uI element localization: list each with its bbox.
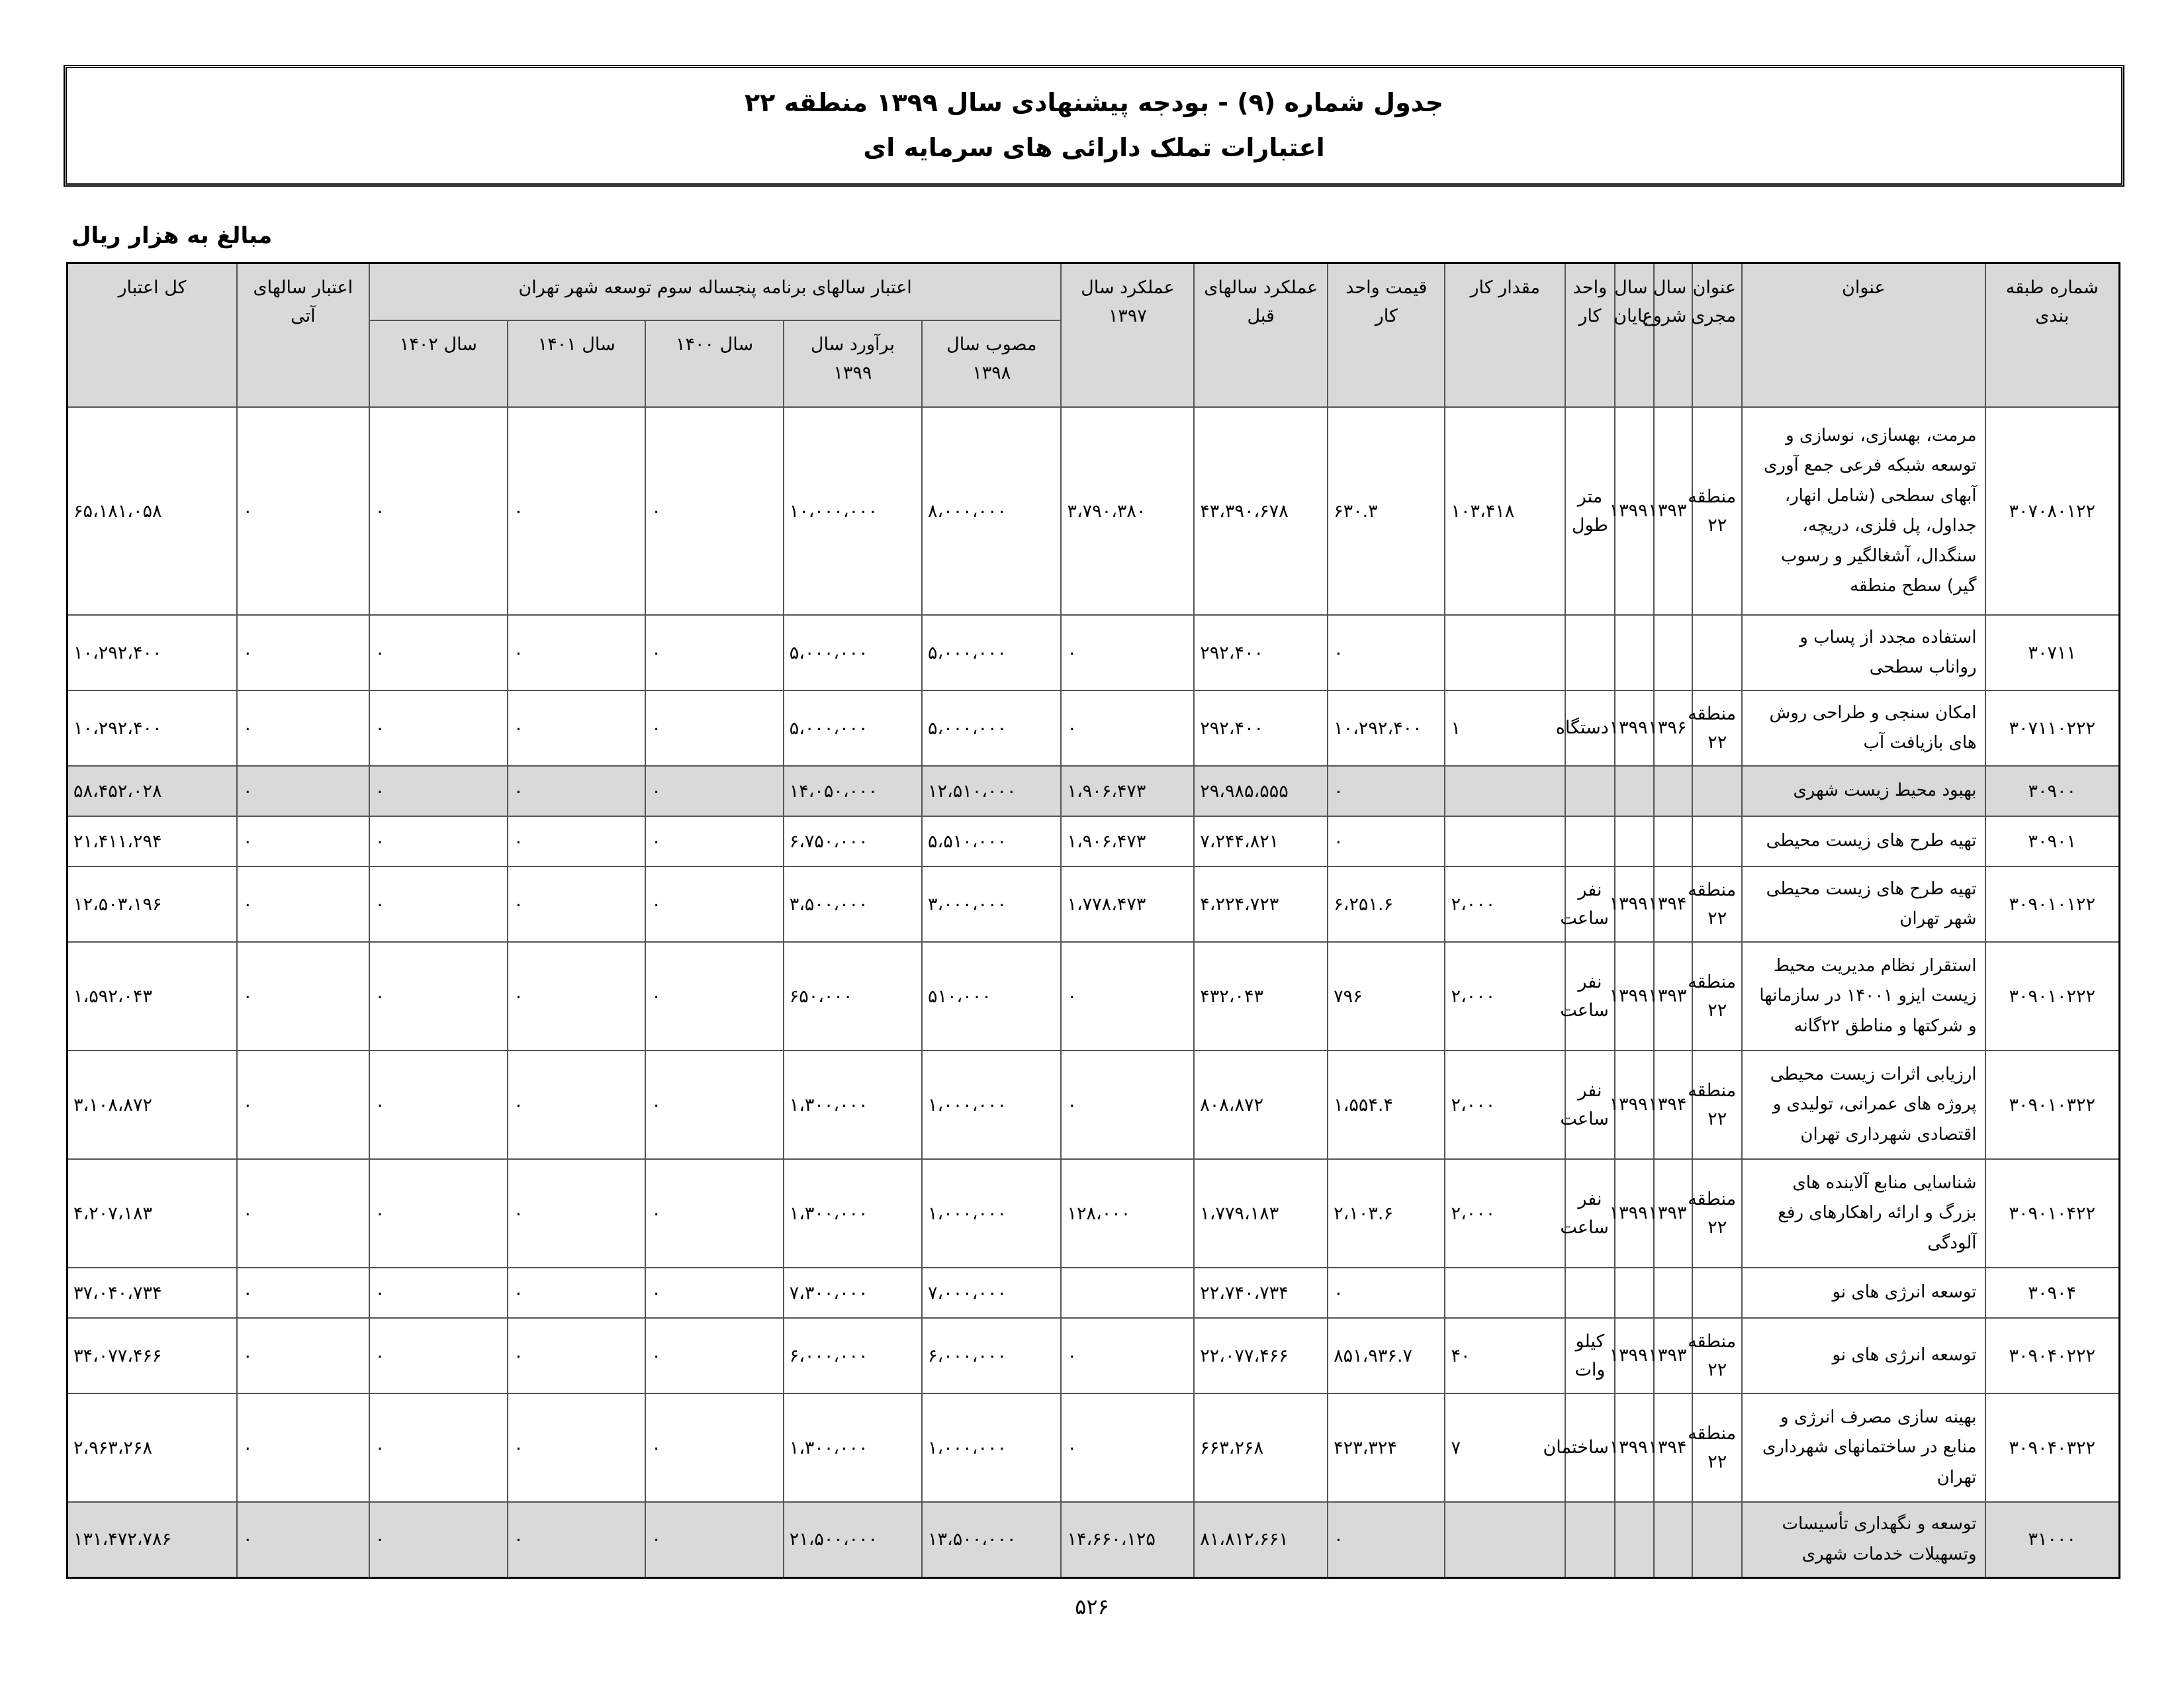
cell-code: ۳۰۹۰۱۰۲۲۲ [1985, 942, 2120, 1051]
col-header-1401: سال ۱۴۰۱ [508, 320, 645, 407]
cell-unit-price: ۰ [1328, 816, 1445, 867]
cell-start-year [1654, 816, 1693, 867]
cell-executor: منطقه ۲۲ [1692, 1318, 1742, 1393]
cell-unit: نفر ساعت [1565, 942, 1615, 1051]
table-row [68, 407, 2120, 615]
cell-title: تهیه طرح های زیست محیطی شهر تهران [1742, 867, 1985, 942]
cell-1400: ۰ [645, 407, 783, 615]
cell-1401: ۰ [508, 1318, 645, 1393]
cell-1401: ۰ [508, 867, 645, 942]
table-row [68, 1159, 2120, 1268]
cell-quantity: ۴۰ [1445, 1318, 1565, 1393]
cell-title: بهینه سازی مصرف انرژی و منابع در ساختمانهای شهرداری تهران [1742, 1393, 1985, 1502]
cell-approved-1398: ۳،۰۰۰،۰۰۰ [922, 867, 1061, 942]
cell-future: ۰ [237, 816, 369, 867]
cell-total: ۳۷،۰۴۰،۷۳۴ [68, 1268, 237, 1318]
cell-prev-performance: ۲۲،۰۷۷،۴۶۶ [1194, 1318, 1328, 1393]
budget-table [66, 262, 2120, 1579]
cell-quantity: ۱ [1445, 690, 1565, 766]
col-header-end-year: سال پایان [1615, 263, 1654, 408]
cell-quantity: ۲،۰۰۰ [1445, 867, 1565, 942]
cell-total: ۱۲،۵۰۳،۱۹۶ [68, 867, 237, 942]
page-number: ۵۲۶ [1075, 1594, 1109, 1619]
cell-1400: ۰ [645, 816, 783, 867]
cell-unit: متر طول [1565, 407, 1615, 615]
table-row [68, 1318, 2120, 1393]
cell-unit [1565, 1502, 1615, 1577]
cell-approved-1398: ۷،۰۰۰،۰۰۰ [922, 1268, 1061, 1318]
cell-end-year: ۱۳۹۹ [1615, 942, 1654, 1051]
cell-prev-performance: ۱،۷۷۹،۱۸۳ [1194, 1159, 1328, 1268]
cell-1400: ۰ [645, 690, 783, 766]
cell-title: بهبود محیط زیست شهری [1742, 766, 1985, 816]
cell-quantity [1445, 1268, 1565, 1318]
cell-approved-1398: ۱،۰۰۰،۰۰۰ [922, 1393, 1061, 1502]
cell-performance-1397 [1061, 1268, 1194, 1318]
unit-note: مبالغ به هزار ریال [71, 222, 273, 249]
cell-1401: ۰ [508, 1268, 645, 1318]
cell-prev-performance: ۲۹۲،۴۰۰ [1194, 690, 1328, 766]
cell-future: ۰ [237, 1393, 369, 1502]
cell-end-year: ۱۳۹۹ [1615, 407, 1654, 615]
col-header-unit: واحد کار [1565, 263, 1615, 408]
col-header-estimate-1399: برآورد سال ۱۳۹۹ [784, 320, 922, 407]
cell-unit-price: ۴۲۳،۳۲۴ [1328, 1393, 1445, 1502]
cell-executor [1692, 816, 1742, 867]
cell-code: ۳۰۹۰۰ [1985, 766, 2120, 816]
cell-1400: ۰ [645, 1393, 783, 1502]
cell-unit [1565, 615, 1615, 690]
cell-title: ارزیابی اثرات زیست محیطی پروژه های عمرانی، تولیدی و اقتصادی شهرداری تهران [1742, 1051, 1985, 1159]
cell-total: ۱۰،۲۹۲،۴۰۰ [68, 690, 237, 766]
cell-executor: منطقه ۲۲ [1692, 942, 1742, 1051]
cell-executor: منطقه ۲۲ [1692, 867, 1742, 942]
cell-1401: ۰ [508, 407, 645, 615]
col-header-prev-performance: عملکرد سالهای قبل [1194, 263, 1328, 408]
cell-1400: ۰ [645, 1502, 783, 1577]
table-subtitle: اعتبارات تملک دارائی های سرمایه ای [863, 133, 1325, 162]
cell-total: ۶۵،۱۸۱،۰۵۸ [68, 407, 237, 615]
cell-code: ۳۰۷۱۱ [1985, 615, 2120, 690]
cell-total: ۳،۱۰۸،۸۷۲ [68, 1051, 237, 1159]
cell-performance-1397: ۰ [1061, 690, 1194, 766]
cell-unit-price: ۶۳۰.۳ [1328, 407, 1445, 615]
cell-future: ۰ [237, 1268, 369, 1318]
cell-approved-1398: ۸،۰۰۰،۰۰۰ [922, 407, 1061, 615]
cell-estimate-1399: ۶،۰۰۰،۰۰۰ [784, 1318, 922, 1393]
cell-estimate-1399: ۳،۵۰۰،۰۰۰ [784, 867, 922, 942]
cell-1400: ۰ [645, 1268, 783, 1318]
col-header-five-year-plan: اعتبار سالهای برنامه پنجساله سوم توسعه شهر تهران [369, 263, 1062, 321]
cell-executor: منطقه ۲۲ [1692, 690, 1742, 766]
col-header-1400: سال ۱۴۰۰ [645, 320, 783, 407]
cell-quantity [1445, 766, 1565, 816]
table-row [68, 867, 2120, 942]
cell-code: ۳۰۷۰۸۰۱۲۲ [1985, 407, 2120, 615]
cell-title: توسعه و نگهداری تأسیسات وتسهیلات خدمات شهری [1742, 1502, 1985, 1577]
cell-code: ۳۱۰۰۰ [1985, 1502, 2120, 1577]
cell-estimate-1399: ۱،۳۰۰،۰۰۰ [784, 1051, 922, 1159]
cell-1402: ۰ [369, 690, 508, 766]
cell-performance-1397: ۳،۷۹۰،۳۸۰ [1061, 407, 1194, 615]
cell-estimate-1399: ۶،۷۵۰،۰۰۰ [784, 816, 922, 867]
cell-performance-1397: ۰ [1061, 1318, 1194, 1393]
cell-unit [1565, 1268, 1615, 1318]
cell-end-year: ۱۳۹۹ [1615, 1393, 1654, 1502]
cell-title: مرمت، بهسازی، نوسازی و توسعه شبکه فرعی جمع آوری آبهای سطحی (شامل انهار، جداول، پل فلزی، دریچه، سنگدال، آشغالگیر و رسوب گیر) سطح منطقه [1742, 407, 1985, 615]
cell-prev-performance: ۴،۲۲۴،۷۲۳ [1194, 867, 1328, 942]
cell-1400: ۰ [645, 1318, 783, 1393]
cell-start-year [1654, 615, 1693, 690]
cell-1402: ۰ [369, 1502, 508, 1577]
cell-1400: ۰ [645, 766, 783, 816]
cell-title: استقرار نظام مدیریت محیط زیست ایزو ۱۴۰۰۱ در سازمانها و شرکتها و مناطق ۲۲گانه [1742, 942, 1985, 1051]
cell-future: ۰ [237, 615, 369, 690]
cell-unit-price: ۰ [1328, 1502, 1445, 1577]
cell-start-year: ۱۳۹۴ [1654, 1393, 1693, 1502]
col-header-1402: سال ۱۴۰۲ [369, 320, 508, 407]
cell-code: ۳۰۹۰۱۰۴۲۲ [1985, 1159, 2120, 1268]
col-header-start-year: سال شروع [1654, 263, 1693, 408]
cell-unit: کیلو وات [1565, 1318, 1615, 1393]
cell-title: توسعه انرژی های نو [1742, 1318, 1985, 1393]
cell-unit-price: ۲،۱۰۳.۶ [1328, 1159, 1445, 1268]
cell-1401: ۰ [508, 1393, 645, 1502]
cell-1401: ۰ [508, 615, 645, 690]
cell-performance-1397: ۱،۹۰۶،۴۷۳ [1061, 766, 1194, 816]
cell-performance-1397: ۱۴،۶۶۰،۱۲۵ [1061, 1502, 1194, 1577]
cell-end-year [1615, 1502, 1654, 1577]
cell-code: ۳۰۷۱۱۰۲۲۲ [1985, 690, 2120, 766]
cell-1400: ۰ [645, 1159, 783, 1268]
cell-future: ۰ [237, 407, 369, 615]
cell-start-year: ۱۳۹۴ [1654, 1051, 1693, 1159]
cell-end-year: ۱۳۹۹ [1615, 1318, 1654, 1393]
cell-start-year [1654, 766, 1693, 816]
cell-code: ۳۰۹۰۴۰۲۲۲ [1985, 1318, 2120, 1393]
cell-1401: ۰ [508, 690, 645, 766]
cell-1402: ۰ [369, 1051, 508, 1159]
cell-title: تهیه طرح های زیست محیطی [1742, 816, 1985, 867]
cell-approved-1398: ۱،۰۰۰،۰۰۰ [922, 1051, 1061, 1159]
cell-prev-performance: ۸۰۸،۸۷۲ [1194, 1051, 1328, 1159]
table-title-box [64, 65, 2124, 187]
cell-prev-performance: ۶۶۳،۲۶۸ [1194, 1393, 1328, 1502]
cell-approved-1398: ۶،۰۰۰،۰۰۰ [922, 1318, 1061, 1393]
cell-end-year: ۱۳۹۹ [1615, 690, 1654, 766]
cell-quantity: ۱۰۳،۴۱۸ [1445, 407, 1565, 615]
cell-code: ۳۰۹۰۱ [1985, 816, 2120, 867]
cell-estimate-1399: ۱۴،۰۵۰،۰۰۰ [784, 766, 922, 816]
cell-end-year [1615, 615, 1654, 690]
cell-future: ۰ [237, 766, 369, 816]
cell-start-year [1654, 1502, 1693, 1577]
cell-prev-performance: ۲۲،۷۴۰،۷۳۴ [1194, 1268, 1328, 1318]
cell-unit-price: ۰ [1328, 766, 1445, 816]
cell-performance-1397: ۰ [1061, 1051, 1194, 1159]
col-header-quantity: مقدار کار [1445, 263, 1565, 408]
cell-code: ۳۰۹۰۴۰۳۲۲ [1985, 1393, 2120, 1502]
cell-executor: منطقه ۲۲ [1692, 1393, 1742, 1502]
cell-unit [1565, 816, 1615, 867]
cell-unit-price: ۱،۵۵۴.۴ [1328, 1051, 1445, 1159]
table-row [68, 942, 2120, 1051]
cell-1400: ۰ [645, 615, 783, 690]
cell-approved-1398: ۱۳،۵۰۰،۰۰۰ [922, 1502, 1061, 1577]
col-header-performance-1397: عملکرد سال ۱۳۹۷ [1061, 263, 1194, 408]
cell-1402: ۰ [369, 867, 508, 942]
cell-estimate-1399: ۵،۰۰۰،۰۰۰ [784, 615, 922, 690]
cell-future: ۰ [237, 1318, 369, 1393]
table-row [68, 1502, 2120, 1577]
col-header-approved-1398: مصوب سال ۱۳۹۸ [922, 320, 1061, 407]
cell-1400: ۰ [645, 942, 783, 1051]
table-title: جدول شماره (۹) - بودجه پیشنهادی سال ۱۳۹۹ منطقه ۲۲ [744, 88, 1444, 117]
cell-future: ۰ [237, 1159, 369, 1268]
table-row [68, 1051, 2120, 1159]
table-row [68, 816, 2120, 867]
cell-unit: ساختمان [1565, 1393, 1615, 1502]
cell-unit: نفر ساعت [1565, 1159, 1615, 1268]
cell-unit-price: ۶،۲۵۱.۶ [1328, 867, 1445, 942]
cell-start-year: ۱۳۹۳ [1654, 407, 1693, 615]
cell-1402: ۰ [369, 1318, 508, 1393]
cell-approved-1398: ۵۱۰،۰۰۰ [922, 942, 1061, 1051]
cell-estimate-1399: ۲۱،۵۰۰،۰۰۰ [784, 1502, 922, 1577]
cell-title: امکان سنجی و طراحی روش های بازیافت آب [1742, 690, 1985, 766]
cell-performance-1397: ۰ [1061, 942, 1194, 1051]
cell-unit: نفر ساعت [1565, 1051, 1615, 1159]
cell-approved-1398: ۱،۰۰۰،۰۰۰ [922, 1159, 1061, 1268]
table-row [68, 1393, 2120, 1502]
cell-estimate-1399: ۱،۳۰۰،۰۰۰ [784, 1159, 922, 1268]
table-row [68, 615, 2120, 690]
col-header-executor: عنوان مجری [1692, 263, 1742, 408]
cell-end-year [1615, 816, 1654, 867]
col-header-total: کل اعتبار [68, 263, 237, 408]
cell-1402: ۰ [369, 816, 508, 867]
cell-1402: ۰ [369, 942, 508, 1051]
table-row [68, 690, 2120, 766]
cell-estimate-1399: ۷،۳۰۰،۰۰۰ [784, 1268, 922, 1318]
cell-future: ۰ [237, 1051, 369, 1159]
cell-end-year [1615, 1268, 1654, 1318]
cell-quantity [1445, 816, 1565, 867]
cell-end-year: ۱۳۹۹ [1615, 1159, 1654, 1268]
cell-1400: ۰ [645, 1051, 783, 1159]
cell-1401: ۰ [508, 816, 645, 867]
cell-executor [1692, 615, 1742, 690]
cell-total: ۱،۵۹۲،۰۴۳ [68, 942, 237, 1051]
cell-end-year [1615, 766, 1654, 816]
cell-prev-performance: ۸۱،۸۱۲،۶۶۱ [1194, 1502, 1328, 1577]
col-header-title: عنوان [1742, 263, 1985, 408]
cell-executor [1692, 1268, 1742, 1318]
cell-end-year: ۱۳۹۹ [1615, 1051, 1654, 1159]
cell-start-year: ۱۳۹۳ [1654, 1318, 1693, 1393]
cell-1402: ۰ [369, 407, 508, 615]
cell-executor: منطقه ۲۲ [1692, 407, 1742, 615]
cell-total: ۱۳۱،۴۷۲،۷۸۶ [68, 1502, 237, 1577]
cell-start-year: ۱۳۹۳ [1654, 1159, 1693, 1268]
cell-quantity: ۲،۰۰۰ [1445, 1051, 1565, 1159]
cell-total: ۲،۹۶۳،۲۶۸ [68, 1393, 237, 1502]
cell-performance-1397: ۰ [1061, 1393, 1194, 1502]
cell-approved-1398: ۵،۵۱۰،۰۰۰ [922, 816, 1061, 867]
cell-end-year: ۱۳۹۹ [1615, 867, 1654, 942]
cell-total: ۳۴،۰۷۷،۴۶۶ [68, 1318, 237, 1393]
cell-total: ۵۸،۴۵۲،۰۲۸ [68, 766, 237, 816]
cell-start-year [1654, 1268, 1693, 1318]
cell-unit-price: ۱۰،۲۹۲،۴۰۰ [1328, 690, 1445, 766]
cell-future: ۰ [237, 690, 369, 766]
cell-quantity: ۲،۰۰۰ [1445, 942, 1565, 1051]
cell-quantity [1445, 1502, 1565, 1577]
cell-prev-performance: ۴۳۲،۰۴۳ [1194, 942, 1328, 1051]
cell-estimate-1399: ۱،۳۰۰،۰۰۰ [784, 1393, 922, 1502]
cell-future: ۰ [237, 867, 369, 942]
cell-code: ۳۰۹۰۱۰۱۲۲ [1985, 867, 2120, 942]
cell-future: ۰ [237, 1502, 369, 1577]
cell-title: شناسایی منابع آلاینده های بزرگ و ارائه راهکارهای رفع آلودگی [1742, 1159, 1985, 1268]
cell-estimate-1399: ۶۵۰،۰۰۰ [784, 942, 922, 1051]
cell-1401: ۰ [508, 1051, 645, 1159]
cell-1402: ۰ [369, 766, 508, 816]
cell-prev-performance: ۷،۲۴۴،۸۲۱ [1194, 816, 1328, 867]
col-header-unit-price: قیمت واحد کار [1328, 263, 1445, 408]
cell-unit-price: ۷۹۶ [1328, 942, 1445, 1051]
cell-quantity: ۲،۰۰۰ [1445, 1159, 1565, 1268]
cell-unit: نفر ساعت [1565, 867, 1615, 942]
cell-1401: ۰ [508, 1159, 645, 1268]
cell-start-year: ۱۳۹۶ [1654, 690, 1693, 766]
cell-code: ۳۰۹۰۴ [1985, 1268, 2120, 1318]
cell-1401: ۰ [508, 1502, 645, 1577]
cell-1402: ۰ [369, 1268, 508, 1318]
cell-estimate-1399: ۵،۰۰۰،۰۰۰ [784, 690, 922, 766]
cell-unit-price: ۸۵۱،۹۳۶.۷ [1328, 1318, 1445, 1393]
cell-performance-1397: ۱،۹۰۶،۴۷۳ [1061, 816, 1194, 867]
cell-1400: ۰ [645, 867, 783, 942]
cell-unit: دستگاه [1565, 690, 1615, 766]
cell-unit-price: ۰ [1328, 615, 1445, 690]
cell-total: ۱۰،۲۹۲،۴۰۰ [68, 615, 237, 690]
cell-executor: منطقه ۲۲ [1692, 1051, 1742, 1159]
cell-start-year: ۱۳۹۴ [1654, 867, 1693, 942]
table-row [68, 766, 2120, 816]
cell-future: ۰ [237, 942, 369, 1051]
cell-estimate-1399: ۱۰،۰۰۰،۰۰۰ [784, 407, 922, 615]
cell-prev-performance: ۲۹،۹۸۵،۵۵۵ [1194, 766, 1328, 816]
cell-title: استفاده مجدد از پساب و رواناب سطحی [1742, 615, 1985, 690]
cell-approved-1398: ۱۲،۵۱۰،۰۰۰ [922, 766, 1061, 816]
cell-unit [1565, 766, 1615, 816]
cell-approved-1398: ۵،۰۰۰،۰۰۰ [922, 615, 1061, 690]
cell-executor [1692, 1502, 1742, 1577]
cell-title: توسعه انرژی های نو [1742, 1268, 1985, 1318]
cell-quantity [1445, 615, 1565, 690]
col-header-future: اعتبار سالهای آتی [237, 263, 369, 408]
cell-performance-1397: ۰ [1061, 615, 1194, 690]
cell-total: ۴،۲۰۷،۱۸۳ [68, 1159, 237, 1268]
cell-total: ۲۱،۴۱۱،۲۹۴ [68, 816, 237, 867]
cell-1401: ۰ [508, 766, 645, 816]
cell-executor [1692, 766, 1742, 816]
cell-1402: ۰ [369, 615, 508, 690]
cell-start-year: ۱۳۹۳ [1654, 942, 1693, 1051]
cell-1402: ۰ [369, 1159, 508, 1268]
cell-code: ۳۰۹۰۱۰۳۲۲ [1985, 1051, 2120, 1159]
cell-performance-1397: ۱۲۸،۰۰۰ [1061, 1159, 1194, 1268]
cell-prev-performance: ۴۳،۳۹۰،۶۷۸ [1194, 407, 1328, 615]
cell-executor: منطقه ۲۲ [1692, 1159, 1742, 1268]
cell-performance-1397: ۱،۷۷۸،۴۷۳ [1061, 867, 1194, 942]
cell-quantity: ۷ [1445, 1393, 1565, 1502]
table-row [68, 1268, 2120, 1318]
cell-approved-1398: ۵،۰۰۰،۰۰۰ [922, 690, 1061, 766]
cell-1402: ۰ [369, 1393, 508, 1502]
cell-prev-performance: ۲۹۲،۴۰۰ [1194, 615, 1328, 690]
cell-unit-price: ۰ [1328, 1268, 1445, 1318]
col-header-code: شماره طبقه بندی [1985, 263, 2120, 408]
cell-1401: ۰ [508, 942, 645, 1051]
